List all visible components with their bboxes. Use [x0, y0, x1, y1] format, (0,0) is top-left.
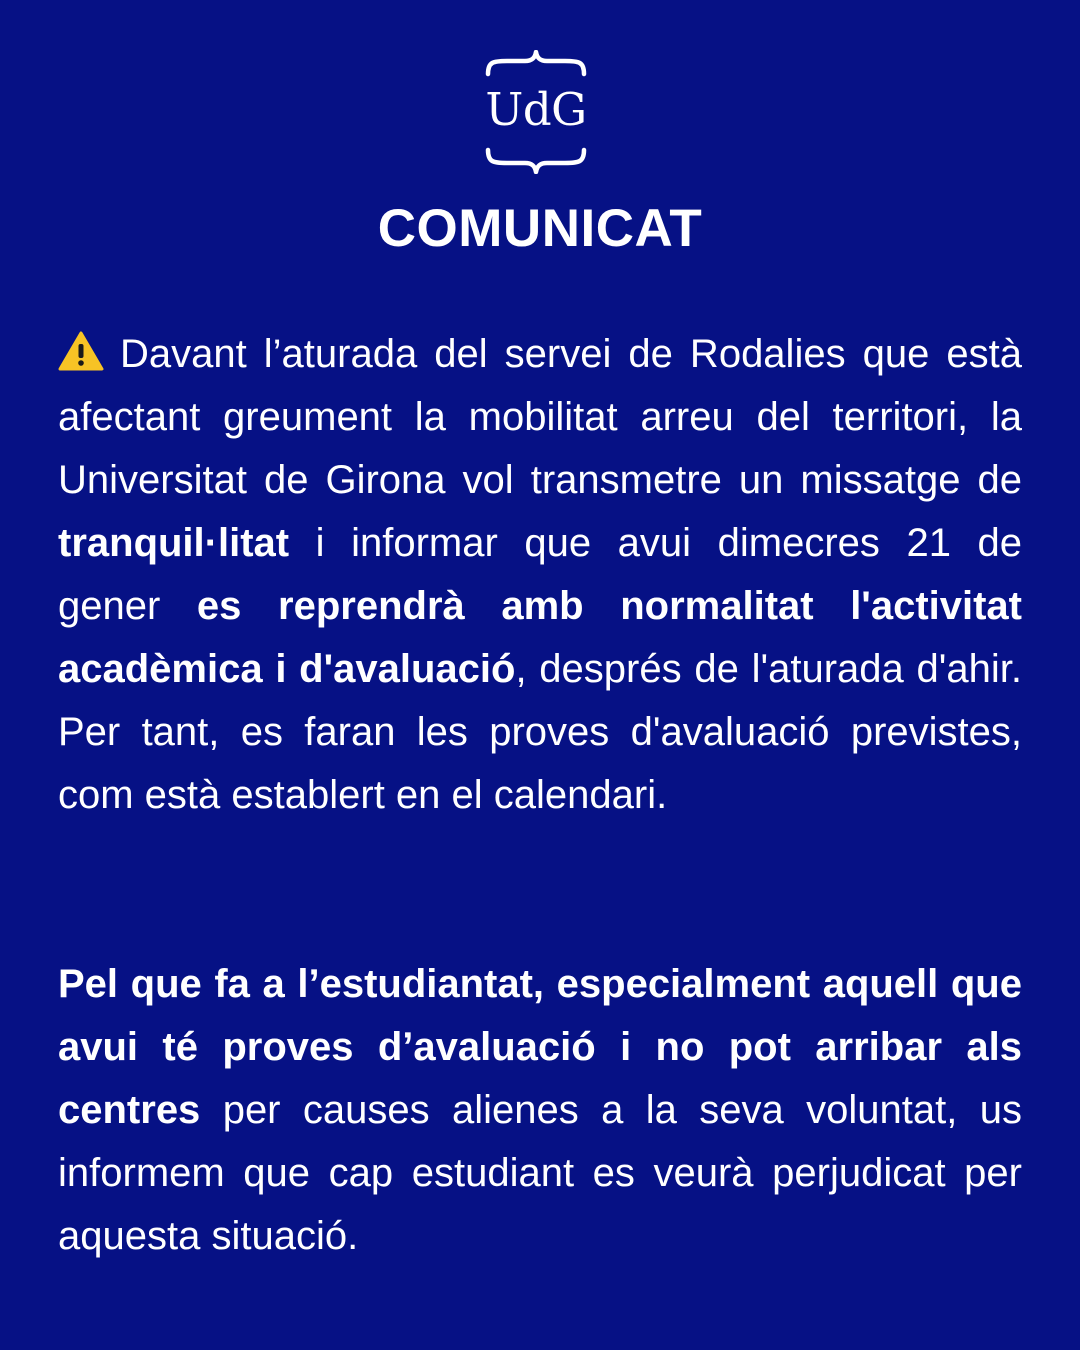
paragraph-1-text-3: , després de l'aturada d'ahir. Per tant, es faran les proves d'avaluació previstes, com està establert en el calendari. — [58, 647, 1022, 817]
paragraph-1-text-2: i informar que avui dimecres 21 de gener — [58, 521, 1022, 628]
warning-icon — [58, 331, 104, 371]
page-title: COMUNICAT — [377, 199, 703, 258]
paragraph-1-text-1: Davant l’aturada del servei de Rodalies que està afectant greument la mobilitat arreu del territori, la Universitat de Girona vol transmetre un missatge de — [58, 332, 1022, 502]
paragraph-2-bold-1: Pel que fa a l’estudiantat, especialment aquell que avui té proves d’avaluació i no pot arribar als centres — [58, 962, 1022, 1132]
udg-logo — [485, 50, 587, 174]
announcement-paragraph-2 — [58, 953, 1022, 1268]
paragraph-1-bold-1: tranquil·litat — [58, 521, 290, 565]
logo-text: UdG — [485, 83, 587, 136]
announcement-paragraph-1 — [58, 323, 1022, 827]
paragraph-1-bold-2: es reprendrà amb normalitat l'activitat acadèmica i d'avaluació — [58, 584, 1022, 691]
paragraph-2-text-1: per causes alienes a la seva voluntat, us informem que cap estudiant es veurà perjudicat per aquesta situació. — [58, 1088, 1022, 1258]
